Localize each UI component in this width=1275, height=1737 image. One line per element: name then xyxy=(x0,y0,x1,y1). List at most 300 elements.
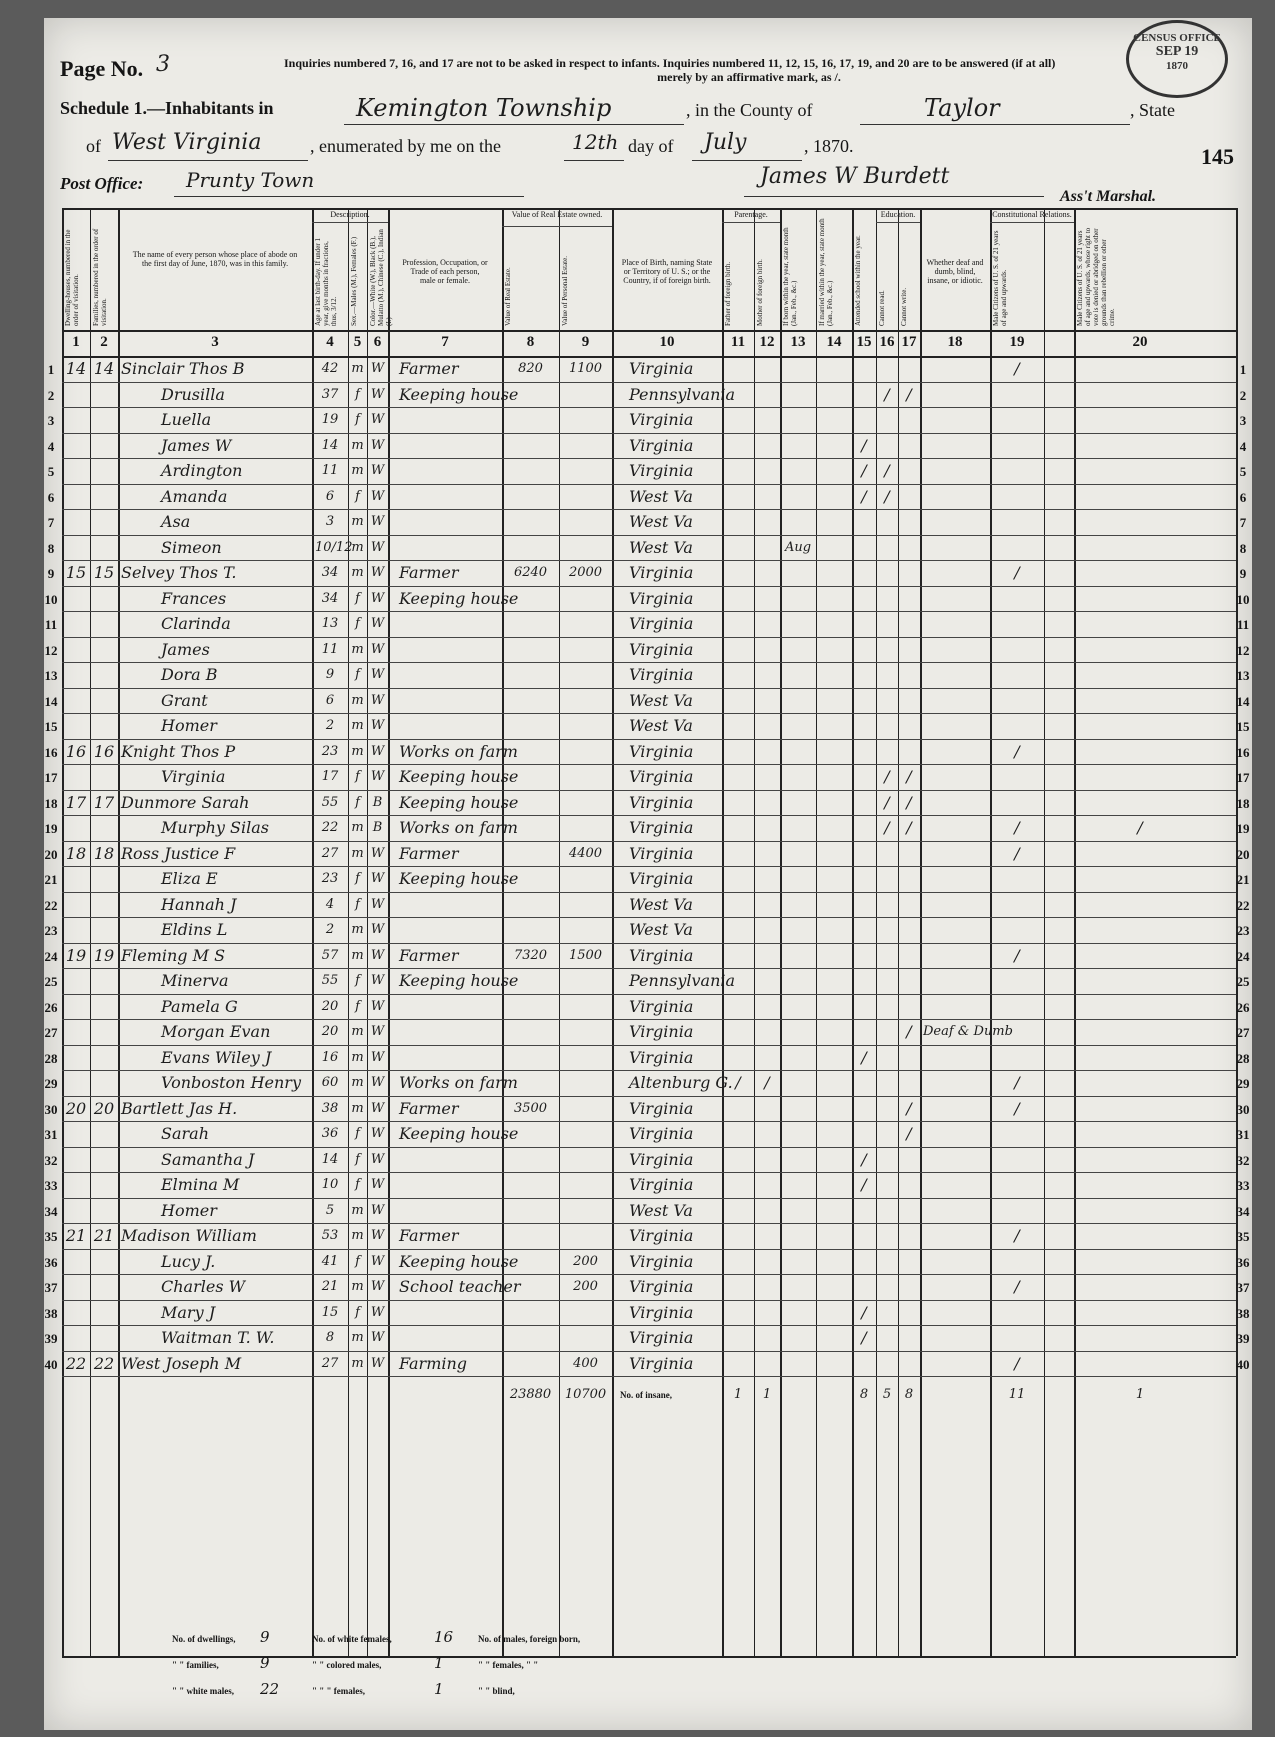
column-rule xyxy=(852,208,854,1656)
cell-re: 3500 xyxy=(513,1100,548,1116)
cell-name: Eliza E xyxy=(161,869,218,888)
state-label: , State xyxy=(1130,100,1175,120)
cell-age: 5 xyxy=(325,1202,335,1218)
header-name: The name of every person whose place of abode on the first day of June, 1870, was in this family. xyxy=(132,250,298,268)
line-number-right: 40 xyxy=(1236,1356,1250,1372)
cell-c17: / xyxy=(906,818,912,837)
cell-color: W xyxy=(370,514,385,529)
cell-c19: / xyxy=(1014,818,1020,837)
cell-birth: West Va xyxy=(629,690,693,710)
line-number-right: 34 xyxy=(1236,1203,1250,1219)
cell-pe: 1500 xyxy=(568,947,603,963)
cell-c18: Deaf & Dumb xyxy=(923,1024,1013,1039)
cell-color: W xyxy=(370,718,385,733)
cell-color: W xyxy=(370,1228,385,1243)
cell-occ: Farming xyxy=(399,1353,468,1373)
cell-dw: 17 xyxy=(65,792,87,812)
column-rule xyxy=(90,208,91,1656)
cell-name: Asa xyxy=(161,512,191,531)
cell-color: W xyxy=(370,922,385,937)
header-value: Value of Real Estate owned. xyxy=(511,210,603,219)
cell-name: Lucy J. xyxy=(161,1251,216,1271)
line-number-left: 4 xyxy=(47,438,55,454)
header-cannot-write: Cannot write. xyxy=(900,287,908,326)
cell-name: Homer xyxy=(161,1200,217,1220)
line-number-left: 35 xyxy=(44,1229,58,1244)
cell-birth: Virginia xyxy=(629,843,694,863)
cell-c11: / xyxy=(735,1073,741,1092)
cell-sex: m xyxy=(351,1024,364,1039)
column-rule xyxy=(990,208,992,1656)
white-males-value: 22 xyxy=(260,1680,280,1698)
sheet-number: 145 xyxy=(1201,144,1234,169)
cell-age: 34 xyxy=(321,565,339,580)
header-mother-foreign: Mother of foreign birth. xyxy=(756,259,764,326)
cell-c15: / xyxy=(861,1149,867,1169)
cell-c20: / xyxy=(1137,818,1143,837)
line-number-left: 36 xyxy=(44,1254,58,1270)
column-number: 8 xyxy=(526,334,535,350)
cell-c19: / xyxy=(1014,1226,1020,1245)
cell-age: 6 xyxy=(325,488,335,504)
cell-birth: Virginia xyxy=(629,359,694,378)
cell-sex: f xyxy=(355,667,360,682)
header-sex: Sex.—Males (M.), Females (F.) xyxy=(350,236,358,326)
line-number-right: 23 xyxy=(1236,923,1250,938)
cell-color: W xyxy=(370,361,385,376)
line-number-left: 34 xyxy=(44,1203,58,1219)
column-number: 13 xyxy=(790,334,806,350)
total-t20: 1 xyxy=(1135,1387,1145,1402)
header-cannot-read: Cannot read. xyxy=(878,290,886,326)
cell-c16: / xyxy=(884,461,890,480)
cell-birth: Virginia xyxy=(629,869,694,888)
column-rule xyxy=(612,208,614,1656)
line-number-right: 29 xyxy=(1236,1076,1250,1091)
census-table xyxy=(62,208,1236,1656)
line-number-left: 12 xyxy=(44,642,58,658)
county-label: , in the County of xyxy=(686,100,813,120)
cell-c12: / xyxy=(764,1073,770,1092)
cell-sex: f xyxy=(355,998,360,1014)
cell-color: W xyxy=(370,386,385,402)
cell-sex: f xyxy=(355,1304,360,1320)
cell-sex: m xyxy=(351,361,364,376)
cell-c16: / xyxy=(884,818,890,837)
cell-birth: Virginia xyxy=(629,665,694,684)
line-number-right: 18 xyxy=(1236,795,1250,811)
line-number-right: 7 xyxy=(1239,515,1247,530)
males-foreign-label: No. of males, foreign born, xyxy=(478,1634,581,1644)
notice-line-2: merely by an affirmative mark, as /. xyxy=(657,70,841,84)
column-number: 6 xyxy=(373,334,382,350)
line-number-left: 15 xyxy=(44,719,58,734)
families-value: 9 xyxy=(260,1654,270,1672)
cell-color: W xyxy=(370,1304,385,1320)
header-rule xyxy=(62,330,1236,332)
census-office-stamp: CENSUS OFFICE SEP 19 1870 xyxy=(1126,20,1228,98)
cell-age: 4 xyxy=(325,896,335,912)
cell-color: W xyxy=(370,1100,385,1116)
header-family: Families, numbered in the order of visitation. xyxy=(92,228,108,326)
cell-occ: Farmer xyxy=(399,359,459,378)
cell-occ: Farmer xyxy=(399,1098,459,1118)
line-number-right: 11 xyxy=(1236,617,1250,632)
cell-birth: Virginia xyxy=(629,563,694,582)
cell-age: 20 xyxy=(321,1024,339,1039)
page-number-label: Page No. xyxy=(60,56,144,81)
line-number-left: 37 xyxy=(44,1280,58,1295)
females-foreign-label: " " females, " " xyxy=(478,1660,539,1670)
cell-age: 17 xyxy=(321,769,339,784)
cell-color: B xyxy=(372,820,383,835)
cell-re: 7320 xyxy=(513,947,548,963)
cell-name: Elmina M xyxy=(161,1175,240,1194)
line-number-right: 5 xyxy=(1239,464,1247,479)
cell-color: W xyxy=(370,1330,385,1345)
cell-pe: 2000 xyxy=(568,565,603,580)
column-rule xyxy=(502,208,504,1656)
group-rule xyxy=(722,222,780,223)
header-occupation: Profession, Occupation, or Trade of each person, male or female. xyxy=(402,258,488,285)
cell-name: Simeon xyxy=(161,537,222,557)
cell-sex: m xyxy=(351,1279,364,1294)
line-number-right: 33 xyxy=(1236,1178,1250,1193)
cell-color: W xyxy=(370,1075,385,1090)
cell-name: James W xyxy=(161,435,232,455)
column-number: 16 xyxy=(879,334,895,350)
day-of-label: day of xyxy=(628,136,674,156)
total-total_real: 23880 xyxy=(509,1387,552,1402)
cell-birth: Virginia xyxy=(629,1353,694,1373)
header-personal-estate: Value of Personal Estate. xyxy=(561,256,569,326)
cell-name: Drusilla xyxy=(161,384,225,404)
line-number-left: 17 xyxy=(44,770,58,785)
header-vote-denied: Male Citizens of U. S. of 21 years of age and upwards, whose right to vote is denied or abridged on other grounds than rebellion or other crime. xyxy=(1076,227,1116,326)
cell-color: W xyxy=(370,1355,385,1371)
cell-pe: 1100 xyxy=(568,361,603,376)
cell-sex: m xyxy=(351,539,364,555)
cell-re: 820 xyxy=(518,361,543,376)
cell-color: W xyxy=(370,998,385,1014)
cell-fam: 22 xyxy=(93,1353,115,1373)
cell-age: 57 xyxy=(321,947,339,963)
cell-name: Mary J xyxy=(161,1302,216,1322)
line-number-right: 12 xyxy=(1236,642,1250,658)
column-number: 20 xyxy=(1132,334,1148,350)
column-number: 5 xyxy=(353,334,362,350)
cell-name: Hannah J xyxy=(161,894,237,914)
column-rule xyxy=(118,208,120,1656)
cell-color: W xyxy=(370,412,385,427)
cell-c17: / xyxy=(906,1098,912,1118)
cell-age: 6 xyxy=(325,692,335,708)
line-number-left: 19 xyxy=(44,821,58,836)
cell-birth: Virginia xyxy=(629,461,694,480)
cell-age: 3 xyxy=(325,514,335,529)
families-label: " " families, xyxy=(172,1660,219,1670)
line-number-right: 31 xyxy=(1236,1127,1250,1142)
cell-name: Virginia xyxy=(161,767,226,786)
cell-sex: m xyxy=(351,565,364,580)
cell-occ: Farmer xyxy=(399,945,459,965)
column-rule xyxy=(1044,208,1045,1656)
cell-fam: 19 xyxy=(93,945,115,965)
cell-pe: 4400 xyxy=(568,845,603,861)
cell-age: 55 xyxy=(321,794,339,810)
cell-fam: 17 xyxy=(93,792,115,812)
cell-birth: Virginia xyxy=(629,1302,694,1322)
cell-name: Ross Justice F xyxy=(121,843,236,863)
cell-sex: f xyxy=(355,488,360,504)
line-number-left: 30 xyxy=(44,1101,58,1117)
column-rule xyxy=(1074,208,1076,1656)
post-office-label: Post Office: xyxy=(60,174,144,193)
cell-c17: / xyxy=(906,792,912,812)
column-rule xyxy=(898,208,899,1656)
cell-sex: m xyxy=(351,1330,364,1345)
cell-name: Vonboston Henry xyxy=(161,1073,301,1092)
cell-age: 23 xyxy=(321,743,339,759)
cell-occ: Keeping house xyxy=(399,1124,519,1143)
cell-dw: 14 xyxy=(65,359,87,378)
cell-birth: Virginia xyxy=(629,410,694,429)
cell-occ: Keeping house xyxy=(399,971,519,990)
line-number-left: 20 xyxy=(44,846,58,862)
blind-label: " " blind, xyxy=(478,1686,515,1696)
line-number-left: 13 xyxy=(44,668,58,683)
cell-age: 36 xyxy=(321,1126,339,1141)
cell-color: W xyxy=(370,1024,385,1039)
cell-name: James xyxy=(161,639,210,659)
cell-c15: / xyxy=(861,1047,867,1067)
total-t11: 1 xyxy=(733,1387,743,1402)
cell-sex: m xyxy=(351,1355,364,1371)
summary-block xyxy=(172,1628,742,1724)
total-t16: 5 xyxy=(882,1387,892,1402)
cell-birth: Virginia xyxy=(629,767,694,786)
cell-color: W xyxy=(370,1177,385,1192)
cell-name: Clarinda xyxy=(161,614,231,633)
cell-name: Pamela G xyxy=(161,996,238,1016)
cell-sex: f xyxy=(355,386,360,402)
dwellings-label: No. of dwellings, xyxy=(172,1634,236,1644)
column-rule xyxy=(367,208,368,1656)
cell-age: 55 xyxy=(321,973,339,988)
column-number: 2 xyxy=(100,334,108,350)
cell-c16: / xyxy=(884,384,890,404)
year-label: , 1870. xyxy=(804,136,854,156)
column-number: 11 xyxy=(730,334,746,350)
cell-pe: 200 xyxy=(573,1253,598,1269)
cell-c16: / xyxy=(884,486,890,506)
dwellings-value: 9 xyxy=(260,1628,270,1646)
cell-birth: Virginia xyxy=(629,1149,694,1169)
cell-age: 22 xyxy=(321,820,339,835)
line-number-right: 27 xyxy=(1236,1025,1250,1040)
cell-name: Selvey Thos T. xyxy=(121,563,237,582)
cell-sex: m xyxy=(351,1075,364,1090)
cell-birth: Virginia xyxy=(629,1124,694,1143)
cell-dw: 22 xyxy=(65,1353,87,1373)
cell-occ: Keeping house xyxy=(399,384,519,404)
cell-birth: West Va xyxy=(629,894,693,914)
line-number-left: 9 xyxy=(47,566,55,581)
cell-c15: / xyxy=(861,1175,867,1194)
white-females-label: No. of white females, xyxy=(312,1634,392,1644)
cell-occ: Keeping house xyxy=(399,588,519,608)
cell-sex: f xyxy=(355,590,360,606)
cell-occ: Works on farm xyxy=(399,741,518,761)
colored-males-label: " " colored males, xyxy=(312,1660,382,1670)
column-rule xyxy=(780,208,782,1656)
cell-re: 6240 xyxy=(513,565,548,580)
enumerated-label: , enumerated by me on the xyxy=(310,136,501,156)
cell-c17: / xyxy=(906,1022,912,1041)
cell-name: Grant xyxy=(161,690,208,710)
cell-c15: / xyxy=(861,1302,867,1322)
cell-c17: / xyxy=(906,384,912,404)
cell-birth: Virginia xyxy=(629,945,694,965)
line-number-left: 33 xyxy=(44,1178,58,1193)
header-born-within-year: If born within the year, state month (Jan., Feb., &c.) xyxy=(782,227,798,326)
cell-occ: Farmer xyxy=(399,843,459,863)
cell-name: Sarah xyxy=(161,1124,209,1143)
cell-birth: Virginia xyxy=(629,435,694,455)
cell-occ: Keeping house xyxy=(399,1251,519,1271)
line-number-right: 30 xyxy=(1236,1101,1250,1117)
marshal-signature: James W Burdett xyxy=(760,164,950,189)
cell-sex: m xyxy=(351,845,364,861)
group-rule xyxy=(876,222,920,223)
cell-birth: West Va xyxy=(629,537,693,557)
line-number-right: 37 xyxy=(1236,1280,1250,1295)
cell-sex: m xyxy=(351,692,364,708)
column-number: 14 xyxy=(826,334,842,350)
column-rule xyxy=(559,208,560,1656)
cell-age: 2 xyxy=(325,718,335,733)
line-number-right: 3 xyxy=(1239,413,1247,428)
line-number-right: 22 xyxy=(1236,897,1250,913)
line-number-right: 21 xyxy=(1236,872,1250,887)
cell-birth: Virginia xyxy=(629,639,694,659)
column-rule xyxy=(920,208,922,1656)
cell-c19: / xyxy=(1014,563,1020,582)
cell-sex: f xyxy=(355,1253,360,1269)
cell-name: Murphy Silas xyxy=(161,818,269,837)
cell-color: W xyxy=(370,1253,385,1269)
page-number-value: 3 xyxy=(156,52,170,77)
line-number-right: 28 xyxy=(1236,1050,1250,1066)
cell-name: Evans Wiley J xyxy=(161,1047,272,1067)
line-number-right: 16 xyxy=(1236,744,1250,760)
cell-color: W xyxy=(370,488,385,504)
column-number: 4 xyxy=(326,334,334,350)
cell-age: 9 xyxy=(325,667,335,682)
colored-females-label: " " " females, xyxy=(312,1686,365,1696)
line-number-right: 24 xyxy=(1236,948,1250,964)
column-number: 1 xyxy=(72,334,80,350)
cell-c15: / xyxy=(861,1328,867,1347)
cell-birth: Virginia xyxy=(629,1175,694,1194)
cell-age: 21 xyxy=(321,1279,339,1294)
white-males-label: " " white males, xyxy=(172,1686,234,1696)
line-number-left: 3 xyxy=(47,413,55,428)
cell-name: Knight Thos P xyxy=(121,741,236,761)
column-rule xyxy=(754,208,755,1656)
cell-birth: Virginia xyxy=(629,741,694,761)
line-number-right: 26 xyxy=(1236,999,1250,1015)
line-number-right: 15 xyxy=(1236,719,1250,734)
cell-c15: / xyxy=(861,461,867,480)
cell-fam: 20 xyxy=(93,1098,115,1118)
line-number-right: 14 xyxy=(1236,693,1250,709)
cell-color: W xyxy=(370,1126,385,1141)
cell-age: 42 xyxy=(321,361,339,376)
cell-name: Dora B xyxy=(161,665,218,684)
line-number-right: 17 xyxy=(1236,770,1250,785)
cell-fam: 16 xyxy=(93,741,115,761)
cell-sex: m xyxy=(351,743,364,759)
cell-name: Amanda xyxy=(161,486,228,506)
header-disability: Whether deaf and dumb, blind, insane, or idiotic. xyxy=(926,258,984,285)
column-number: 17 xyxy=(901,334,917,350)
cell-occ: Keeping house xyxy=(399,792,519,812)
cell-sex: m xyxy=(351,437,364,453)
cell-birth: West Va xyxy=(629,512,693,531)
cell-c19: / xyxy=(1014,359,1020,378)
cell-color: W xyxy=(370,437,385,453)
cell-sex: f xyxy=(355,973,360,988)
of-label: of xyxy=(86,136,101,156)
cell-name: Charles W xyxy=(161,1277,246,1296)
cell-c17: / xyxy=(906,1124,912,1143)
line-number-right: 19 xyxy=(1236,821,1250,836)
cell-fam: 18 xyxy=(93,843,115,863)
line-number-left: 10 xyxy=(44,591,58,607)
cell-name: Homer xyxy=(161,716,217,735)
header-description: Description. xyxy=(330,210,370,219)
line-number-left: 11 xyxy=(44,617,58,632)
cell-c16: / xyxy=(884,792,890,812)
cell-sex: f xyxy=(355,616,360,631)
county-value: Taylor xyxy=(924,94,1000,122)
cell-sex: f xyxy=(355,794,360,810)
line-number-left: 21 xyxy=(44,872,58,887)
header-real-estate: Value of Real Estate. xyxy=(504,267,512,326)
header-parentage: Parentage. xyxy=(734,210,768,219)
line-number-left: 5 xyxy=(47,464,55,479)
cell-birth: Virginia xyxy=(629,1277,694,1296)
cell-sex: m xyxy=(351,463,364,478)
cell-dw: 15 xyxy=(65,563,87,582)
line-number-left: 31 xyxy=(44,1127,58,1142)
cell-color: W xyxy=(370,947,385,963)
cell-sex: m xyxy=(351,1202,364,1218)
cell-sex: f xyxy=(355,896,360,912)
header-attended-school: Attended school within the year. xyxy=(854,235,862,326)
post-office-value: Prunty Town xyxy=(186,168,315,192)
group-rule xyxy=(312,222,388,223)
cell-name: Ardington xyxy=(161,461,243,480)
line-number-left: 18 xyxy=(44,795,58,811)
cell-age: 16 xyxy=(321,1049,339,1065)
line-number-left: 25 xyxy=(44,974,58,989)
header-education: Education. xyxy=(880,210,916,219)
cell-name: Samantha J xyxy=(161,1149,255,1169)
line-number-right: 36 xyxy=(1236,1254,1250,1270)
cell-dw: 21 xyxy=(65,1226,87,1245)
